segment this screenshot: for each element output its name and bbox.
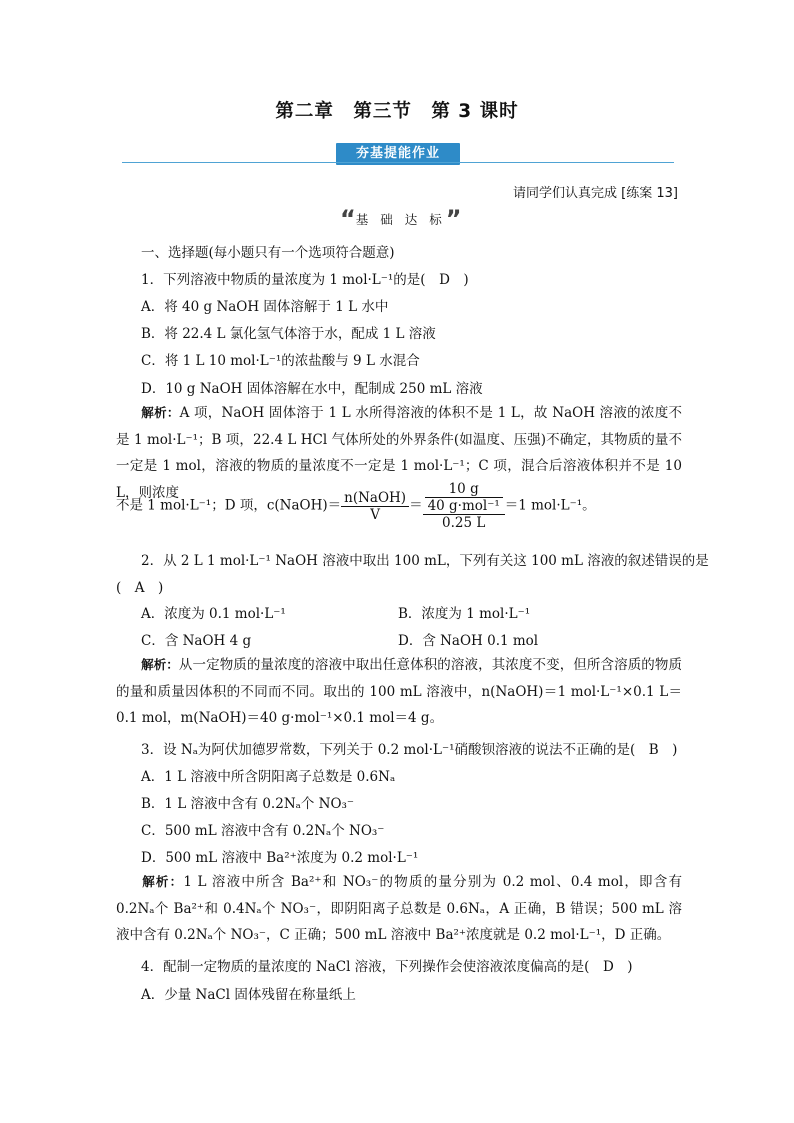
q2-analysis — [116, 652, 682, 732]
title-divider — [122, 162, 674, 163]
page-title: 第二章 第三节 第 3 课时 — [275, 101, 519, 122]
formula-prefix: 不是 1 mol·L⁻¹；D 项，c(NaOH)＝ — [116, 497, 342, 514]
q1-analysis-text: A 项，NaOH 固体溶于 1 L 水所得溶液的体积不是 1 L，故 NaOH 溶液的浓度不是 1 mol·L⁻¹；B 项，22.4 L HCl 气体所处的外界条件(如温度、压强)不确定，其物质的量不一定是 1 mol，溶液的物质的量浓度不一定是 1 mol·L⁻¹；C 项，混合后溶液体积并不是 10 L，则浓度 — [116, 405, 682, 501]
left-quote-icon: “ — [340, 205, 356, 233]
section-label: 基 础 达 标 — [355, 212, 446, 227]
part-heading: 一、选择题(每小题只有一个选项符合题意) — [141, 245, 395, 261]
q1-option-c: C．将 1 L 10 mol·L⁻¹的浓盐酸与 9 L 水混合 — [141, 353, 420, 369]
q4-stem: 4．配制一定物质的量浓度的 NaCl 溶液，下列操作会使溶液浓度偏高的是( D ) — [141, 959, 633, 975]
q3-option-c: C．500 mL 溶液中含有 0.2Nₐ个 NO₃⁻ — [141, 823, 385, 839]
right-quote-icon: ” — [445, 205, 462, 233]
practice-note: 请同学们认真完成 [练案 13] — [513, 186, 678, 201]
q3-analysis-text: 1 L 溶液中所含 Ba²⁺和 NO₃⁻的物质的量分别为 0.2 mol、0.4 mol，即含有 0.2Nₐ个 Ba²⁺和 0.4Nₐ个 NO₃⁻，即阴阳离子总数是 0.6Nₐ，A 正确，B 错误；500 mL 溶液中含有 0.2Nₐ个 NO₃⁻，C 正确；500 mL 溶液中 Ba²⁺浓度就是 0.2 mol·L⁻¹，D 正确。 — [116, 874, 682, 943]
q3-stem: 3．设 Nₐ为阿伏加德罗常数，下列关于 0.2 mol·L⁻¹硝酸钡溶液的说法不正确的是( B ) — [141, 742, 678, 758]
q2-option-b: B．浓度为 1 mol·L⁻¹ — [398, 606, 531, 622]
q2-stem: 2．从 2 L 1 mol·L⁻¹ NaOH 溶液中取出 100 mL，下列有关这 100 mL 溶液的叙述错误的是 — [141, 553, 709, 569]
q2-answer: ( A ) — [116, 580, 164, 596]
q3-option-b: B．1 L 溶液中含有 0.2Nₐ个 NO₃⁻ — [141, 796, 355, 812]
q3-option-d: D．500 mL 溶液中 Ba²⁺浓度为 0.2 mol·L⁻¹ — [141, 850, 419, 866]
q1-option-a: A．将 40 g NaOH 固体溶解于 1 L 水中 — [141, 299, 389, 315]
q1-stem: 1．下列溶液中物质的量浓度为 1 mol·L⁻¹的是( D ) — [141, 272, 469, 288]
q2-option-a: A．浓度为 0.1 mol·L⁻¹ — [141, 606, 286, 622]
q1-option-d: D．10 g NaOH 固体溶解在水中，配制成 250 mL 溶液 — [141, 381, 483, 397]
formula-suffix: ＝1 mol·L⁻¹。 — [504, 497, 596, 514]
fraction-concentration: $\frac{\frac{10 g}{\text{40 g·mol⁻¹}}}{0.25 L}$ — [423, 481, 505, 531]
q2-option-c: C．含 NaOH 4 g — [141, 633, 252, 649]
q1-formula: 不是 1 mol·L⁻¹；D 项，c(NaOH)＝ $\frac{\text{n(NaOH)}}{V}$ ＝ $\frac{\frac{10 g}{\text{40 g·mol⁻¹}}}{0.25 L}$ ＝1 mol·L⁻¹。 — [116, 481, 596, 531]
fraction-n-over-v: $\frac{\text{n(NaOH)}}{V}$ — [341, 490, 409, 523]
q2-analysis-text: 从一定物质的量浓度的溶液中取出任意体积的溶液，其浓度不变，但所含溶质的物质的量和质量因体积的不同而不同。取出的 100 mL 溶液中，n(NaOH)＝1 mol·L⁻¹×0.1 L＝0.1 mol，m(NaOH)＝40 g·mol⁻¹×0.1 mol＝4 g。 — [116, 657, 682, 726]
section-heading — [340, 207, 461, 231]
homework-banner: 夯基提能作业 — [336, 143, 460, 165]
q1-option-b: B．将 22.4 L 氯化氢气体溶于水，配成 1 L 溶液 — [141, 326, 436, 342]
analysis-label: 解析： — [141, 657, 179, 672]
q3-analysis — [116, 869, 682, 949]
analysis-label: 解析： — [141, 405, 180, 420]
analysis-label: 解析： — [141, 874, 184, 889]
q3-option-a: A．1 L 溶液中所含阴阳离子总数是 0.6Nₐ — [141, 769, 396, 785]
q2-option-d: D．含 NaOH 0.1 mol — [398, 633, 539, 649]
q4-option-a: A．少量 NaCl 固体残留在称量纸上 — [141, 987, 356, 1003]
